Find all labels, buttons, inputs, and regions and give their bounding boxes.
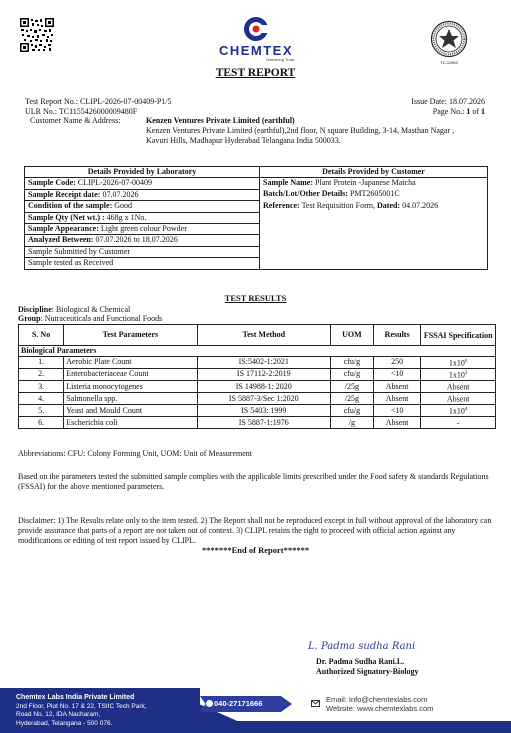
conclusion: Based on the parameters tested the submitted sample complies with the applicable limits prescribed under the Food safety & standards Regulations (FSSAI) for the above mentioned parameters. — [18, 472, 489, 491]
col-test-parameters: Test Parameters — [64, 325, 197, 346]
brand-tagline: Delivering Trust — [266, 57, 294, 62]
lab-detail-row: Sample Qty (Net wt.) : 468g x 1No. — [25, 212, 260, 223]
details-table — [24, 166, 488, 270]
report-ids — [25, 97, 172, 117]
disclaimer: Disclaimer: 1) The Results relate only to the item tested. 2) The Report shall not be reproduced except in full without approval of the laboratory can provide assurance that parts of a report are not taken out of context. 3) CLIPL retains the right to proceed with official action against any modifications or editing of test report issued by CLIPL. — [18, 516, 492, 545]
ulr-number: ULR No.: TC1155426000009480F — [25, 107, 138, 116]
empty-cell — [260, 223, 488, 234]
customer-detail-row: Reference: Test Requisition Form, Dated: 04.07.2026 — [260, 201, 488, 212]
results-table — [18, 324, 496, 429]
lab-details-header: Details Provided by Laboratory — [25, 167, 260, 178]
footer-addr-line: Road No. 12, IDA Nacharam, — [16, 711, 101, 718]
group: Group: Nutraceuticals and Functional Foods — [18, 314, 163, 323]
customer-details-header: Details Provided by Customer — [260, 167, 488, 178]
col-sno: S. No — [19, 325, 64, 346]
empty-cell — [260, 212, 488, 223]
end-of-report: *******End of Report****** — [201, 545, 310, 555]
table-row: 3. Listeria monocytogenes IS 14988-1: 2020 /25g Absent Absent — [19, 380, 496, 392]
lab-detail-row: Sample Code: CLIPL-2026-07-00409 — [25, 178, 260, 189]
qr-code — [20, 18, 54, 52]
footer-email-block — [326, 695, 433, 713]
table-row: 1. Aerobic Plate Count IS:5402-1:2021 cfu/g 250 $1x10^6$ — [19, 356, 496, 368]
col-uom: UOM — [330, 325, 373, 346]
section-header: Biological Parameters — [19, 346, 496, 357]
lab-detail-row: Sample Receipt date: 07.07.2026 — [25, 189, 260, 200]
customer-detail-row: Sample Name: Plant Protein -Japanese Matcha — [260, 178, 488, 189]
empty-cell — [260, 258, 488, 269]
lab-detail-row: Sample Appearance: Light green colour Powder — [25, 223, 260, 234]
page-number: Page No.: 1 of 1 — [432, 107, 485, 116]
signatory-title: Authorized Signatory-Biology — [316, 667, 419, 676]
customer-address: Kenzen Ventures Private Limited (earthful),2nd floor, N square Building, 3-14, Masthan Nagar , Kavuri Hills, Madhapur Hyderabad Telangana India 500033. — [146, 126, 455, 145]
table-row: 5. Yeast and Mould Count IS 5403: 1999 cfu/g <10 $1x10^4$ — [19, 405, 496, 417]
email-icon — [311, 700, 320, 707]
footer-website[interactable]: Website: www.chemtexlabs.com — [326, 704, 434, 713]
table-row: 2. Enterobacteriaceae Count IS 17112-2:2019 cfu/g <10 $1x10^3$ — [19, 368, 496, 380]
signatory-name: Dr. Padma Sudha Rani.L. — [316, 657, 405, 666]
footer-addr-line: Hyderabad, Telangana - 500 076. — [16, 719, 113, 727]
accreditation-seal-icon — [430, 20, 468, 58]
lab-detail-row: Sample Submitted by Customer — [25, 246, 260, 257]
results-title: TEST RESULTS — [224, 293, 287, 303]
brand-name: CHEMTEX — [218, 43, 294, 58]
chemtex-logo — [200, 16, 312, 62]
table-row: 6. Escherichia coli IS 5887-1:1976 /g Absent - — [19, 417, 496, 429]
customer-name: Kenzen Ventures Private Limited (earthful) — [146, 116, 295, 125]
col-test-method: Test Method — [197, 325, 330, 346]
customer-detail-row: Batch/Lot/Other Details: PMT2605001C — [260, 189, 488, 200]
col-fssai-spec: FSSAI Specification — [421, 325, 496, 346]
chemtex-logo-icon — [243, 16, 269, 42]
lab-detail-row: Sample tested as Received — [25, 258, 260, 269]
footer-email[interactable]: Email: Info@chemtexlabs.com — [326, 695, 428, 704]
footer-address — [16, 694, 196, 728]
lab-detail-row: Analyzed Between: 07.07.2026 to 18.07.2026 — [25, 235, 260, 246]
footer-phone[interactable]: 040-27171666 — [214, 699, 263, 708]
abbreviations: Abbreviations: CFU: Colony Forming Unit, UOM: Unit of Measurement — [18, 449, 252, 458]
empty-cell — [260, 235, 488, 246]
col-results: Results — [373, 325, 420, 346]
empty-cell — [260, 246, 488, 257]
seal-code: TC-11554 — [440, 60, 458, 65]
footer-addr-line: 2nd Floor, Plot No. 17 & 22, TSIIC Tech Park, — [16, 702, 147, 710]
customer-label: Customer Name & Address: — [30, 116, 121, 125]
handwritten-signature: L. Padma sudha Rani — [308, 641, 416, 652]
report-meta — [411, 97, 485, 117]
report-title: TEST REPORT — [215, 67, 296, 79]
table-row: 4. Salmonella spp. IS 5887-3/Sec 1:2020 /25g Absent Absent — [19, 392, 496, 404]
footer-company: Chemtex Labs India Private Limited — [16, 694, 135, 701]
phone-icon — [206, 700, 213, 707]
issue-date: Issue Date: 18.07.2026 — [411, 97, 485, 106]
report-number: Test Report No.: CLIPL-2026-07-00409-P1/5 — [25, 97, 172, 106]
discipline: Discipline: Biological & Chemical — [18, 305, 131, 314]
lab-detail-row: Condition of the sample: Good — [25, 201, 260, 212]
